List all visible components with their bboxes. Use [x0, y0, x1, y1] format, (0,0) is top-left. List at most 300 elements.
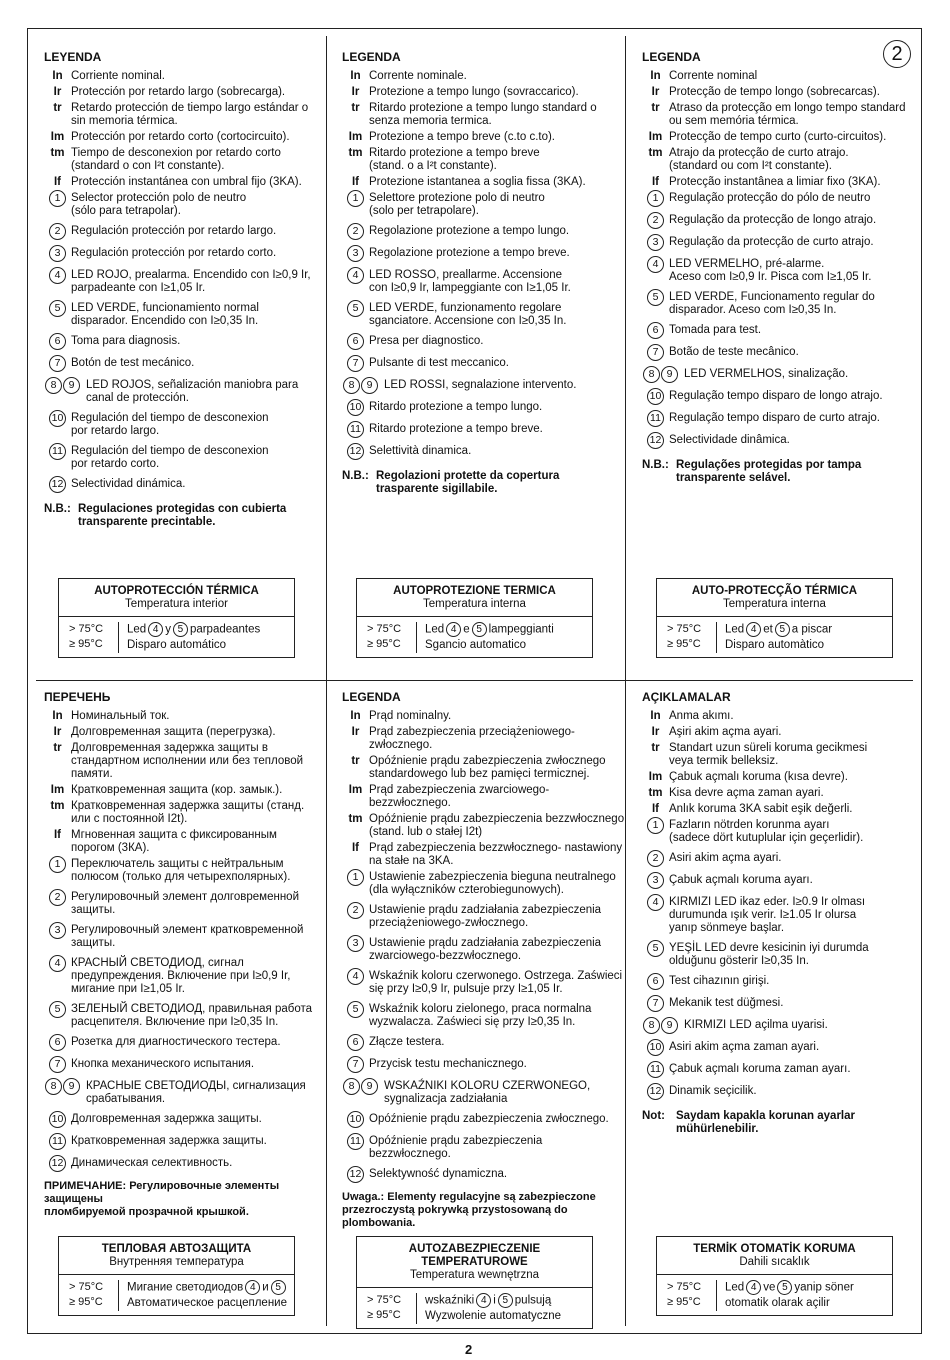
legend-key-circled	[642, 1041, 669, 1056]
circled-number-10: 10	[347, 399, 364, 416]
legend-text: Przycisk testu mechanicznego.	[369, 1058, 527, 1070]
legend-item	[44, 710, 329, 723]
legend-item	[44, 131, 329, 144]
legend-item	[342, 970, 627, 996]
legend-key-circled	[642, 412, 669, 427]
legend-key: In	[350, 70, 361, 82]
circled-number-2: 2	[647, 850, 664, 867]
legend-item	[44, 412, 329, 438]
legend-text: LED ROJO, prealarma. Encendido con I≥0,9 Ir, parpadeante con I≥1,05 Ir.	[71, 269, 311, 294]
legend-item	[44, 1058, 329, 1073]
box-row	[59, 617, 294, 657]
circled-number-5: 5	[472, 622, 487, 637]
legend-item	[642, 86, 927, 99]
thermal-protection-box	[656, 1236, 893, 1316]
legend-item	[642, 942, 927, 968]
circled-number-5: 5	[49, 1001, 66, 1018]
circled-number-11: 11	[347, 1133, 364, 1150]
conjunction: ve	[763, 1281, 776, 1294]
legend-item	[342, 379, 627, 394]
legend-key: Im	[648, 771, 663, 783]
legend-key-circled	[44, 1058, 71, 1073]
legend-item	[44, 70, 329, 83]
circled-number-10: 10	[647, 1039, 664, 1056]
legend-item	[44, 924, 329, 950]
legend-item	[642, 997, 927, 1012]
legend-key: Im	[348, 784, 363, 796]
legend-item	[342, 710, 627, 723]
circled-number-4: 4	[347, 267, 364, 284]
legend-key-circled	[342, 335, 369, 350]
box-subtitle: Temperatura wewnętrzna	[357, 1269, 592, 1288]
legend-text: Protezione a tempo breve (c.to c.to).	[369, 131, 556, 143]
legend-item	[642, 176, 927, 189]
legend-key: Im	[648, 131, 663, 143]
box-title: AUTOZABEZPIECZENIE TEMPERATUROWE	[408, 1243, 541, 1268]
legend-text: Tomada para test.	[669, 324, 762, 336]
legend-item	[642, 102, 927, 128]
led-behaviour-line	[725, 622, 892, 638]
legend-text: ЗЕЛЕНЫЙ СВЕТОДИОД, правильная работа расцепителя. Включение при I≥0,35 In.	[71, 1003, 313, 1028]
legend-heading: LEYENDA	[44, 50, 102, 64]
legend-item	[642, 710, 927, 723]
circled-number-5: 5	[347, 1001, 364, 1018]
legend-item	[44, 379, 329, 405]
trip-behaviour-line: Sgancio automatico	[425, 638, 527, 651]
legend-text: Aşiri akim açma ayari.	[669, 726, 782, 738]
legend-text: Fazların nötrden korunma ayarı (sadece dört kutuplular için geçerlidir).	[669, 819, 864, 844]
legend-item	[642, 726, 927, 739]
circled-number-10: 10	[49, 410, 66, 427]
circled-number-1: 1	[49, 856, 66, 873]
legend-item	[642, 291, 927, 317]
circled-number-6: 6	[49, 1034, 66, 1051]
circled-number-5: 5	[271, 1280, 286, 1295]
legend-key-circled	[642, 997, 669, 1012]
legend-text: Asiri akim açma zaman ayari.	[669, 1041, 820, 1053]
legend-item	[642, 214, 927, 229]
legend-item	[642, 1085, 927, 1100]
circled-number-2: 2	[347, 902, 364, 919]
box-subtitle: Temperatura interior	[59, 598, 294, 617]
legend-key-circled	[44, 957, 71, 996]
circled-number-8: 8	[343, 1078, 360, 1095]
legend-key-circled	[642, 819, 669, 845]
legend-text: Retardo protección de tiempo largo estándar o sin memoria térmica.	[71, 102, 309, 127]
legend-key: In	[650, 70, 661, 82]
legend-text: Botão de teste mecânico.	[669, 346, 799, 358]
legend-item	[342, 423, 627, 438]
legend-item	[342, 225, 627, 240]
legend-key-circled	[642, 896, 669, 935]
legend-text: LED VERMELHOS, sinalização.	[684, 368, 849, 380]
circled-number-4: 4	[347, 968, 364, 985]
legend-item	[342, 1080, 627, 1106]
thermal-protection-box	[656, 578, 893, 658]
conjunction: i	[493, 1294, 496, 1307]
conjunction: e	[463, 623, 470, 636]
circled-number-11: 11	[647, 410, 664, 427]
legend-text: Toma para diagnosis.	[71, 335, 181, 347]
legend-item	[342, 1135, 627, 1161]
trip-behaviour-line: otomatik olarak açilir	[725, 1296, 830, 1309]
circled-number-4: 4	[245, 1280, 260, 1295]
legend-item	[642, 803, 927, 816]
legend-heading: AÇIKLAMALAR	[642, 690, 731, 704]
box-row	[657, 617, 892, 657]
legend-text: Wskaźnik koloru zielonego, praca normalna wyzwalacza. Zaświeci się przy I≥0,35 In.	[369, 1003, 592, 1028]
legend-item	[342, 755, 627, 781]
circled-number-6: 6	[49, 333, 66, 350]
legend-key-circled	[342, 871, 369, 897]
trip-behaviour-line: Disparo automático	[127, 638, 227, 651]
legend-text: LED ROJOS, señalización maniobra para canal de protección.	[86, 379, 299, 404]
legend-item	[642, 975, 927, 990]
circled-number-11: 11	[347, 421, 364, 438]
legend-key: Ir	[53, 726, 62, 738]
legend-item	[342, 192, 627, 218]
legend-text: Долговременная защита (перегрузка).	[71, 726, 276, 738]
legend-text: Selector protección polo de neutro (sólo para tetrapolar).	[71, 192, 247, 217]
legend-key-circled	[342, 423, 369, 438]
circled-number-9: 9	[661, 366, 678, 383]
temperature-thresholds: > 75°C ≥ 95°C	[657, 622, 717, 653]
circled-number-11: 11	[49, 443, 66, 460]
circled-number-7: 7	[49, 355, 66, 372]
legend-item	[642, 324, 927, 339]
legend-key-circled	[642, 346, 669, 361]
legend-item	[342, 86, 627, 99]
legend-key-circled	[642, 390, 669, 405]
legend-item	[642, 434, 927, 449]
legend-text: Регулировочный элемент долговременной защиты.	[71, 891, 299, 916]
legend-item	[44, 1113, 329, 1128]
legend-text: Opóźnienie prądu zabezpieczenia zwłocznego standardowego lub bez pamięci termicznej.	[369, 755, 606, 780]
temperature-thresholds: > 75°C ≥ 95°C	[59, 622, 119, 653]
legend-key-circled	[44, 379, 86, 405]
legend-item	[44, 726, 329, 739]
legend-key-circled	[44, 924, 71, 950]
thermal-protection-box	[58, 578, 295, 658]
legend-key-circled	[44, 445, 71, 471]
legend-text: LED VERDE, funzionamento regolare sganciatore. Accensione con I≥0,35 In.	[369, 302, 567, 327]
led-behaviour-line	[425, 622, 592, 638]
box-title: ТЕПЛОВАЯ АВТОЗАЩИТА	[101, 1243, 252, 1255]
circled-number-9: 9	[661, 1017, 678, 1034]
legend-item	[642, 771, 927, 784]
legend-text: Botón de test mecánico.	[71, 357, 195, 369]
legend-key-circled	[642, 214, 669, 229]
legend-item	[642, 70, 927, 83]
legend-key: Ir	[651, 86, 660, 98]
legend-item	[44, 957, 329, 996]
legend-key-circled	[642, 975, 669, 990]
legend-key: If	[651, 176, 660, 188]
box-actions	[717, 622, 892, 653]
circled-number-11: 11	[49, 1133, 66, 1150]
legend-text: Mekanik test düğmesi.	[669, 997, 784, 1009]
circled-number-7: 7	[347, 355, 364, 372]
circled-number-7: 7	[647, 995, 664, 1012]
note-label: Not:	[642, 1110, 665, 1122]
legend-item	[44, 829, 329, 855]
circled-number-3: 3	[347, 245, 364, 262]
legend-text: LED VERDE, funcionamiento normal disparador. Encendido con I≥0,35 In.	[71, 302, 259, 327]
legend-text: WSKAŹNIKI KOLORU CZERWONEGO, sygnalizacja zadziałania	[384, 1080, 591, 1105]
legend-text: Çabuk açmalı koruma zaman ayarı.	[669, 1063, 851, 1075]
circled-number-1: 1	[647, 190, 664, 207]
legend-item	[342, 70, 627, 83]
circled-number-12: 12	[49, 1155, 66, 1172]
legend-text: KIRMIZI LED ikaz eder. I≥0.9 Ir olması durumunda ışık verir. I≥1.05 Ir olursa yanıp sönmeye başlar.	[669, 896, 866, 934]
legend-key-circled	[342, 445, 369, 460]
box-subtitle: Внутренняя температура	[59, 1256, 294, 1275]
led-behaviour-line	[725, 1280, 892, 1296]
legend-key: tm	[648, 147, 663, 159]
legend-text: Presa per diagnostico.	[369, 335, 484, 347]
legend-key: tr	[651, 742, 660, 754]
legend-item	[642, 390, 927, 405]
circled-number-3: 3	[49, 245, 66, 262]
legend-key-circled	[44, 302, 71, 328]
legend-text: Ritardo protezione a tempo lungo standard o senza memoria termica.	[369, 102, 597, 127]
legend-text: Regulação da protecção de longo atrajo.	[669, 214, 877, 226]
legend-text: Protección instantánea con umbral fijo (3KA).	[71, 176, 302, 188]
legend-key-circled	[642, 192, 669, 207]
box-row	[657, 1275, 892, 1315]
legend-text: Долговременная задержка защиты в стандартном исполнении или без тепловой памяти.	[71, 742, 304, 780]
legend-item	[342, 335, 627, 350]
box-row	[357, 617, 592, 657]
legend-key-circled	[342, 904, 369, 930]
led-state: parpadeantes	[189, 623, 261, 636]
led-label: Led	[725, 1281, 745, 1294]
legend-key: Ir	[53, 86, 62, 98]
note: ПРИМЕЧАНИЕ: Регулировочные элементы защищены пломбируемой прозрачной крышкой.	[44, 1180, 280, 1218]
legend-key-circled	[342, 1135, 369, 1161]
led-behaviour-line	[127, 1280, 294, 1296]
legend-item	[342, 147, 627, 173]
legend-text: Regulação da protecção de curto atrajo.	[669, 236, 874, 248]
led-behaviour-line	[127, 622, 294, 638]
legend-item	[44, 1157, 329, 1172]
thermal-protection-box	[58, 1236, 295, 1316]
legend-key-circled	[44, 478, 71, 493]
legend-text: Переключатель защиты с нейтральным полюсом (только для четырехполярных).	[71, 858, 291, 883]
legend-item	[44, 269, 329, 295]
legend-key-circled	[342, 1080, 384, 1106]
legend-key-circled	[642, 368, 684, 383]
legend-key-circled	[342, 970, 369, 996]
legend-item	[642, 147, 927, 173]
conjunction: et	[763, 623, 773, 636]
circled-number-1: 1	[347, 190, 364, 207]
led-label: Led	[725, 623, 745, 636]
legend-text: Opóźnienie prądu zabezpieczenia zwłocznego.	[369, 1113, 609, 1125]
legend-text: Corrente nominale.	[369, 70, 467, 82]
legend-text: Asiri akim açma ayari.	[669, 852, 782, 864]
legend-key-circled	[44, 1113, 71, 1128]
legend-key: Im	[50, 784, 65, 796]
note-text: Regolazioni protette da copertura trasparente sigillabile.	[376, 470, 560, 495]
legend-text: Selectividade dinâmica.	[669, 434, 790, 446]
legend-text: Ustawienie prądu zadziałania zabezpieczenia zwarciowego-bezzwłocznego.	[369, 937, 602, 962]
legend-key-circled	[44, 247, 71, 262]
circled-number-10: 10	[647, 388, 664, 405]
circled-number-4: 4	[746, 1280, 761, 1295]
legend-item	[642, 346, 927, 361]
legend-item	[44, 784, 329, 797]
legend-heading: LEGENDA	[342, 50, 401, 64]
legend-text: Regulación del tiempo de desconexion por retardo corto.	[71, 445, 269, 470]
legend-key: If	[53, 829, 62, 841]
legend-text: Corriente nominal.	[71, 70, 165, 82]
legend-key-circled	[342, 357, 369, 372]
legend-list	[44, 710, 329, 1172]
legend-text: Selettore protezione polo di neutro (solo per tetrapolare).	[369, 192, 545, 217]
circled-number-9: 9	[361, 377, 378, 394]
page-number: 2	[465, 1342, 473, 1357]
circled-number-5: 5	[647, 940, 664, 957]
legend-key-circled	[44, 1080, 86, 1106]
box-subtitle: Temperatura interna	[357, 598, 592, 617]
legend-item	[44, 86, 329, 99]
legend-item	[44, 1080, 329, 1106]
legend-text: LED VERMELHO, pré-alarme. Aceso com I≥0,9 Ir. Pisca com I≥1,05 Ir.	[669, 258, 872, 283]
legend-item	[342, 1003, 627, 1029]
legend-text: КРАСНЫЙ СВЕТОДИОД, сигнал предупреждения. Включение при I≥0,9 Ir, мигание при I≥1,05 Ir.	[71, 957, 291, 995]
legend-key-circled	[342, 1036, 369, 1051]
box-subtitle: Dahili sıcaklık	[657, 1256, 892, 1275]
legend-key-circled	[342, 269, 369, 295]
legend-text: Tiempo de desconexion por retardo corto (standard o con I²t constante).	[71, 147, 281, 172]
legend-key: tr	[53, 742, 62, 754]
circled-number-12: 12	[49, 476, 66, 493]
circled-number-5: 5	[347, 300, 364, 317]
legend-text: Złącze testera.	[369, 1036, 445, 1048]
legend-item	[44, 891, 329, 917]
legend-key-circled	[642, 874, 669, 889]
legend-text: Regulación del tiempo de desconexion por retardo largo.	[71, 412, 269, 437]
legend-item	[342, 937, 627, 963]
legend-key-circled	[44, 357, 71, 372]
legend-item	[44, 1003, 329, 1029]
legend-column-tr	[642, 688, 927, 1136]
legend-item	[642, 896, 927, 935]
circled-number-4: 4	[647, 894, 664, 911]
legend-text: Wskaźnik koloru czerwonego. Ostrzega. Zaświeci się przy I≥0,9 Ir, pulsuje przy I≥1,05 Ir.	[369, 970, 623, 995]
circled-number-3: 3	[49, 922, 66, 939]
box-row	[357, 1288, 592, 1328]
legend-text: Prąd nominalny.	[369, 710, 452, 722]
legend-text: Ritardo protezione a tempo lungo.	[369, 401, 543, 413]
temperature-thresholds: > 75°C ≥ 95°C	[357, 1293, 417, 1324]
legend-column-pl	[342, 688, 627, 1230]
led-behaviour-line	[425, 1293, 592, 1309]
legend-item	[342, 176, 627, 189]
circled-number-7: 7	[49, 1056, 66, 1073]
legend-item	[44, 858, 329, 884]
legend-text: Selectividad dinámica.	[71, 478, 186, 490]
legend-item	[642, 412, 927, 427]
legend-key: tm	[348, 813, 363, 825]
legend-item	[642, 131, 927, 144]
legend-text: Regolazione protezione a tempo breve.	[369, 247, 570, 259]
legend-key-circled	[642, 258, 669, 284]
circled-number-1: 1	[647, 817, 664, 834]
legend-key: In	[350, 710, 361, 722]
legend-key-circled	[642, 852, 669, 867]
box-actions	[119, 622, 294, 653]
legend-heading: LEGENDA	[342, 690, 401, 704]
legend-text: Регулировочный элемент кратковременной защиты.	[71, 924, 304, 949]
legend-key: tr	[53, 102, 62, 114]
row-divider	[36, 680, 913, 681]
legend-text: Anma akımı.	[669, 710, 734, 722]
legend-column-it	[342, 48, 627, 496]
circled-number-4: 4	[647, 256, 664, 273]
legend-key-circled	[642, 1085, 669, 1100]
legend-key-circled	[44, 891, 71, 917]
legend-item	[642, 1019, 927, 1034]
legend-key: tm	[348, 147, 363, 159]
box-title: AUTOPROTECCIÓN TÉRMICA	[94, 585, 259, 597]
legend-item	[642, 258, 927, 284]
box-title: TERMİK OTOMATİK KORUMA	[693, 1243, 856, 1255]
legend-text: Regulação tempo disparo de curto atrajo.	[669, 412, 880, 424]
legend-item	[342, 302, 627, 328]
legend-text: Protecção instantânea a limiar fixo (3KA).	[669, 176, 881, 188]
legend-item	[342, 871, 627, 897]
legend-item	[342, 1058, 627, 1073]
trip-behaviour-line: Disparo automàtico	[725, 638, 825, 651]
legend-key-circled	[342, 1168, 369, 1183]
legend-item	[44, 192, 329, 218]
legend-key-circled	[642, 942, 669, 968]
note-text: Regulações protegidas por tampa transparente selável.	[676, 459, 862, 484]
legend-text: Kisa devre açma zaman ayari.	[669, 787, 824, 799]
circled-number-8: 8	[643, 366, 660, 383]
legend-text: Çabuk açmalı koruma ayarı.	[669, 874, 813, 886]
legend-key: If	[651, 803, 660, 815]
note-label: N.B.:	[44, 503, 71, 515]
legend-key-circled	[342, 192, 369, 218]
legend-item	[342, 726, 627, 752]
trip-behaviour-line: Автоматическое расцепление	[127, 1296, 287, 1309]
legend-item	[44, 1036, 329, 1051]
legend-key-circled	[342, 1113, 369, 1128]
circled-number-1: 1	[49, 190, 66, 207]
legend-text: Protecção de tempo curto (curto-circuitos).	[669, 131, 887, 143]
legend-text: Ustawienie zabezpieczenia bieguna neutralnego (dla wyłączników czterobiegunowych).	[369, 871, 616, 896]
circled-number-4: 4	[746, 622, 761, 637]
legend-item	[342, 445, 627, 460]
circled-number-4: 4	[476, 1293, 491, 1308]
legend-text: Regolazione protezione a tempo lungo.	[369, 225, 570, 237]
legend-text: Protección por retardo largo (sobrecarga).	[71, 86, 286, 98]
led-state: pulsują	[514, 1294, 552, 1307]
legend-key: If	[53, 176, 62, 188]
legend-list	[342, 70, 627, 460]
legend-list	[642, 710, 927, 1100]
circled-number-5: 5	[498, 1293, 513, 1308]
legend-key: In	[52, 70, 63, 82]
legend-key-circled	[642, 434, 669, 449]
legend-item	[44, 445, 329, 471]
legend-key-circled	[44, 1157, 71, 1172]
circled-number-9: 9	[63, 1078, 80, 1095]
legend-key: In	[52, 710, 63, 722]
